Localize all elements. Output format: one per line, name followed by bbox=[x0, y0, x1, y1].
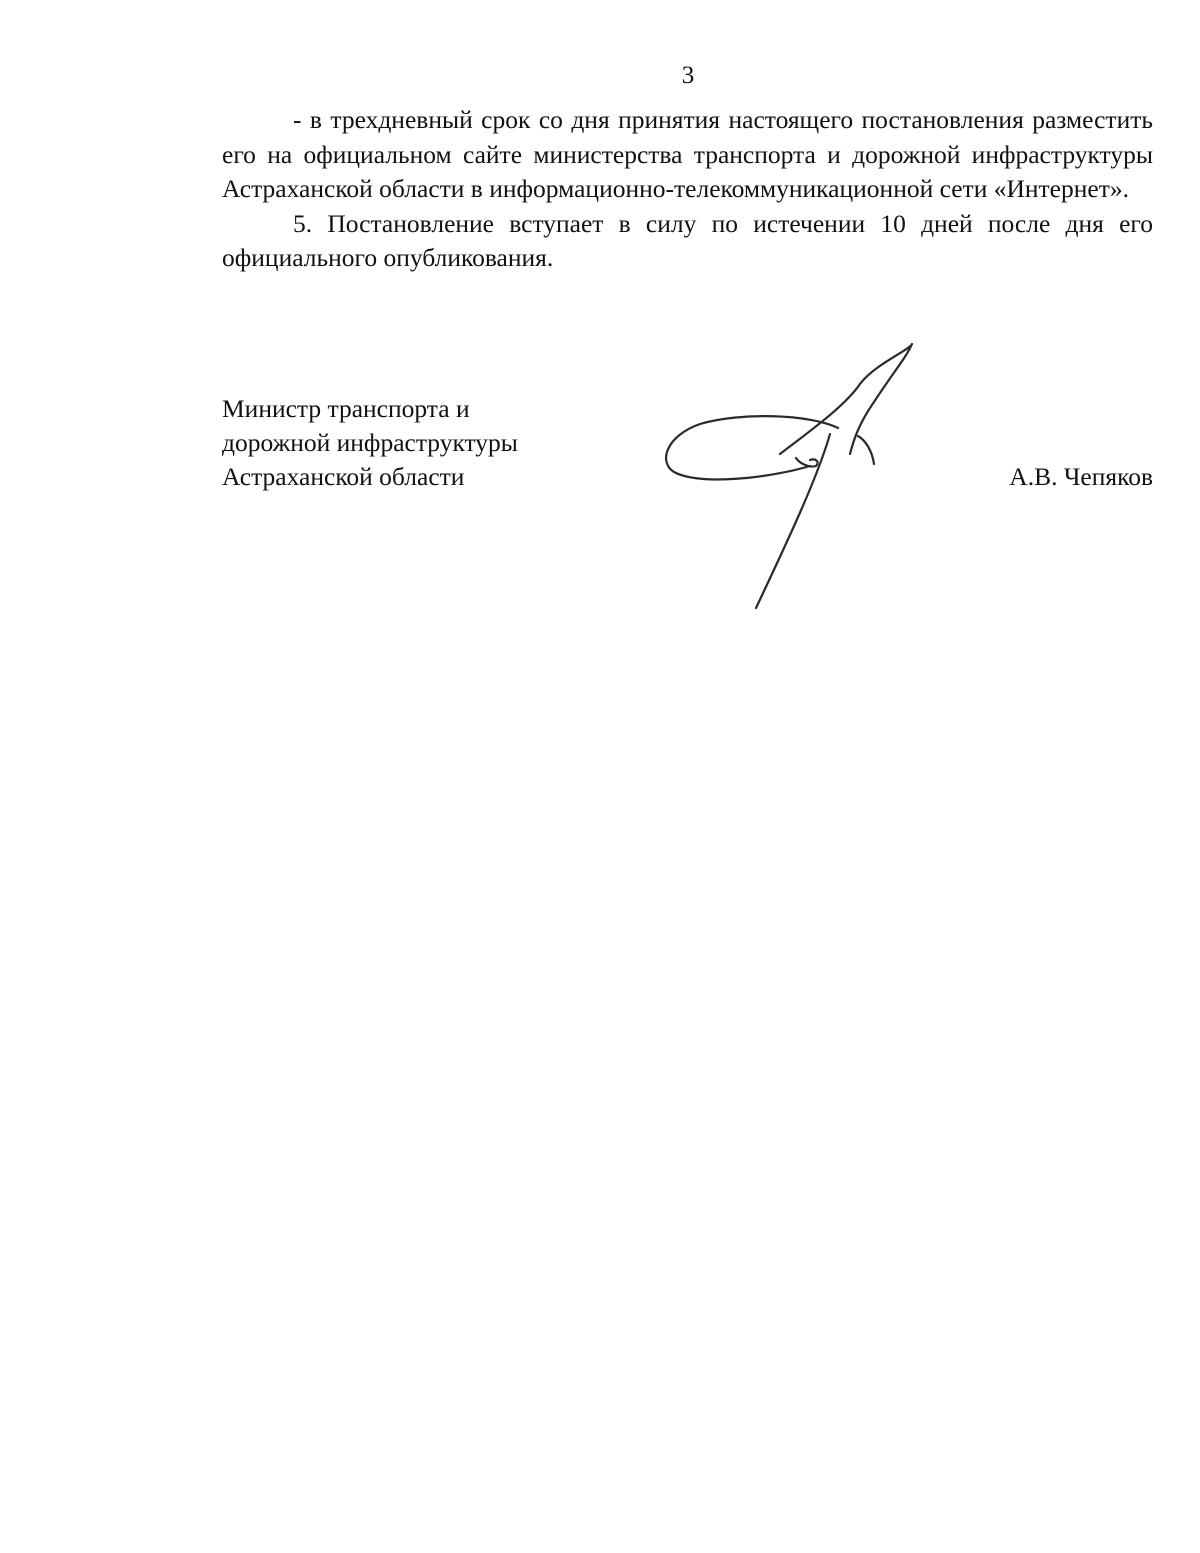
signer-name: А.В. Чепяков bbox=[1009, 462, 1153, 491]
handwritten-signature-icon bbox=[660, 336, 920, 616]
signer-position bbox=[222, 392, 518, 494]
position-line: дорожной инфраструктуры bbox=[222, 428, 518, 457]
position-line: Министр транспорта и bbox=[222, 394, 470, 423]
body-text bbox=[222, 103, 1153, 276]
position-line: Астраханской области bbox=[222, 462, 465, 491]
paragraph-effective-date: 5. Постановление вступает в силу по истечении 10 дней после дня его официального опубликования. bbox=[222, 208, 1153, 272]
page-number: 3 bbox=[681, 62, 695, 89]
paragraph-publication-notice: - в трехдневный срок со дня принятия настоящего постановления разместить его на официальном сайте министерства транспорта и дорожной инфраструктуры Астраханской области в информационно-телекоммуникационной сети «Интернет». bbox=[222, 105, 1153, 203]
